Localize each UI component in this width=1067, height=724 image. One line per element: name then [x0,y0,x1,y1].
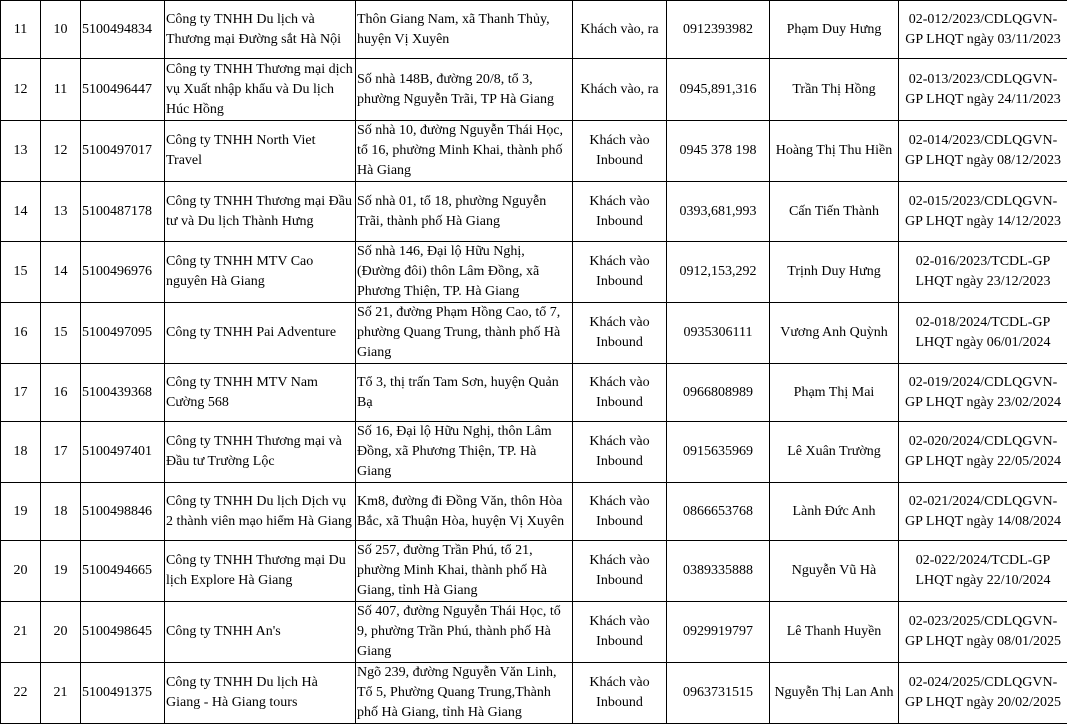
row-number-cell: 11 [41,59,81,121]
tax-code-cell: 5100494665 [81,541,165,602]
phone-cell: 0945 378 198 [667,121,770,182]
row-index-cell: 21 [1,602,41,663]
row-index-cell: 17 [1,364,41,422]
address-cell: Km8, đường đi Đồng Văn, thôn Hòa Bắc, xã Thuận Hòa, huyện Vị Xuyên [356,483,573,541]
phone-cell: 0912,153,292 [667,242,770,303]
tax-code-cell: 5100496447 [81,59,165,121]
representative-cell: Lê Thanh Huyền [770,602,899,663]
company-name-cell: Công ty TNHH Du lịch Hà Giang - Hà Giang tours [165,663,356,724]
row-number-cell: 14 [41,242,81,303]
phone-cell: 0966808989 [667,364,770,422]
service-type-cell: Khách vào Inbound [573,364,667,422]
service-type-cell: Khách vào Inbound [573,121,667,182]
representative-cell: Vương Anh Quỳnh [770,303,899,364]
tax-code-cell: 5100498645 [81,602,165,663]
phone-cell: 0935306111 [667,303,770,364]
address-cell: Số 257, đường Trần Phú, tổ 21, phường Minh Khai, thành phố Hà Giang, tỉnh Hà Giang [356,541,573,602]
table-row [1,364,1067,422]
company-name-cell: Công ty TNHH North Viet Travel [165,121,356,182]
phone-cell: 0393,681,993 [667,182,770,242]
service-type-cell: Khách vào Inbound [573,602,667,663]
company-name-cell: Công ty TNHH MTV Nam Cường 568 [165,364,356,422]
representative-cell: Trịnh Duy Hưng [770,242,899,303]
row-number-cell: 18 [41,483,81,541]
row-number-cell: 15 [41,303,81,364]
company-name-cell: Công ty TNHH Du lịch Dịch vụ 2 thành viên mạo hiểm Hà Giang [165,483,356,541]
tax-code-cell: 5100439368 [81,364,165,422]
license-cell: 02-020/2024/CDLQGVN-GP LHQT ngày 22/05/2024 [899,422,1067,483]
tax-code-cell: 5100497401 [81,422,165,483]
table-row [1,541,1067,602]
representative-cell: Trần Thị Hồng [770,59,899,121]
service-type-cell: Khách vào Inbound [573,663,667,724]
representative-cell: Lê Xuân Trường [770,422,899,483]
address-cell: Số nhà 146, Đại lộ Hữu Nghị, (Đường đôi) thôn Lâm Đồng, xã Phương Thiện, TP. Hà Giang [356,242,573,303]
license-cell: 02-018/2024/TCDL-GP LHQT ngày 06/01/2024 [899,303,1067,364]
table-row [1,1,1067,59]
service-type-cell: Khách vào Inbound [573,483,667,541]
address-cell: Số nhà 10, đường Nguyễn Thái Học, tổ 16, phường Minh Khai, thành phố Hà Giang [356,121,573,182]
row-index-cell: 19 [1,483,41,541]
license-cell: 02-013/2023/CDLQGVN-GP LHQT ngày 24/11/2023 [899,59,1067,121]
phone-cell: 0963731515 [667,663,770,724]
table-row [1,602,1067,663]
row-number-cell: 13 [41,182,81,242]
tax-code-cell: 5100498846 [81,483,165,541]
row-index-cell: 13 [1,121,41,182]
company-name-cell: Công ty TNHH Thương mại dịch vụ Xuất nhập khẩu và Du lịch Húc Hồng [165,59,356,121]
representative-cell: Hoàng Thị Thu Hiền [770,121,899,182]
row-number-cell: 19 [41,541,81,602]
row-index-cell: 14 [1,182,41,242]
phone-cell: 0912393982 [667,1,770,59]
service-type-cell: Khách vào, ra [573,1,667,59]
license-cell: 02-014/2023/CDLQGVN-GP LHQT ngày 08/12/2023 [899,121,1067,182]
representative-cell: Nguyễn Thị Lan Anh [770,663,899,724]
service-type-cell: Khách vào Inbound [573,422,667,483]
row-number-cell: 21 [41,663,81,724]
row-number-cell: 17 [41,422,81,483]
address-cell: Ngõ 239, đường Nguyễn Văn Linh, Tổ 5, Phường Quang Trung,Thành phố Hà Giang, tỉnh Hà Giang [356,663,573,724]
company-name-cell: Công ty TNHH An's [165,602,356,663]
service-type-cell: Khách vào Inbound [573,303,667,364]
table-row [1,59,1067,121]
representative-cell: Phạm Duy Hưng [770,1,899,59]
license-cell: 02-024/2025/CDLQGVN-GP LHQT ngày 20/02/2025 [899,663,1067,724]
tax-code-cell: 5100494834 [81,1,165,59]
representative-cell: Cấn Tiến Thành [770,182,899,242]
service-type-cell: Khách vào Inbound [573,541,667,602]
table-row [1,242,1067,303]
address-cell: Số 21, đường Phạm Hồng Cao, tổ 7, phường Quang Trung, thành phố Hà Giang [356,303,573,364]
table-row [1,422,1067,483]
license-cell: 02-016/2023/TCDL-GP LHQT ngày 23/12/2023 [899,242,1067,303]
address-cell: Số 407, đường Nguyễn Thái Học, tổ 9, phường Trần Phú, thành phố Hà Giang [356,602,573,663]
row-index-cell: 12 [1,59,41,121]
address-cell: Tổ 3, thị trấn Tam Sơn, huyện Quản Bạ [356,364,573,422]
row-index-cell: 15 [1,242,41,303]
row-number-cell: 12 [41,121,81,182]
table-row [1,121,1067,182]
company-name-cell: Công ty TNHH Thương mại Đầu tư và Du lịch Thành Hưng [165,182,356,242]
service-type-cell: Khách vào, ra [573,59,667,121]
address-cell: Số nhà 01, tổ 18, phường Nguyễn Trãi, thành phố Hà Giang [356,182,573,242]
license-cell: 02-019/2024/CDLQGVN-GP LHQT ngày 23/02/2024 [899,364,1067,422]
address-cell: Thôn Giang Nam, xã Thanh Thủy, huyện Vị Xuyên [356,1,573,59]
representative-cell: Phạm Thị Mai [770,364,899,422]
service-type-cell: Khách vào Inbound [573,242,667,303]
phone-cell: 0389335888 [667,541,770,602]
tax-code-cell: 5100496976 [81,242,165,303]
row-index-cell: 22 [1,663,41,724]
license-cell: 02-015/2023/CDLQGVN-GP LHQT ngày 14/12/2023 [899,182,1067,242]
row-number-cell: 20 [41,602,81,663]
phone-cell: 0929919797 [667,602,770,663]
representative-cell: Lành Đức Anh [770,483,899,541]
company-name-cell: Công ty TNHH Thương mại và Đầu tư Trường Lộc [165,422,356,483]
row-index-cell: 16 [1,303,41,364]
company-name-cell: Công ty TNHH MTV Cao nguyên Hà Giang [165,242,356,303]
tax-code-cell: 5100491375 [81,663,165,724]
service-type-cell: Khách vào Inbound [573,182,667,242]
license-cell: 02-012/2023/CDLQGVN-GP LHQT ngày 03/11/2023 [899,1,1067,59]
address-cell: Số nhà 148B, đường 20/8, tổ 3, phường Nguyễn Trãi, TP Hà Giang [356,59,573,121]
tax-code-cell: 5100487178 [81,182,165,242]
row-index-cell: 11 [1,1,41,59]
company-name-cell: Công ty TNHH Thương mại Du lịch Explore Hà Giang [165,541,356,602]
company-name-cell: Công ty TNHH Pai Adventure [165,303,356,364]
tax-code-cell: 5100497095 [81,303,165,364]
row-number-cell: 16 [41,364,81,422]
table-row [1,303,1067,364]
phone-cell: 0866653768 [667,483,770,541]
phone-cell: 0915635969 [667,422,770,483]
table-row [1,483,1067,541]
tax-code-cell: 5100497017 [81,121,165,182]
row-index-cell: 20 [1,541,41,602]
license-cell: 02-021/2024/CDLQGVN-GP LHQT ngày 14/08/2024 [899,483,1067,541]
license-cell: 02-023/2025/CDLQGVN-GP LHQT ngày 08/01/2025 [899,602,1067,663]
company-name-cell: Công ty TNHH Du lịch và Thương mại Đường sắt Hà Nội [165,1,356,59]
address-cell: Số 16, Đại lộ Hữu Nghị, thôn Lâm Đồng, xã Phương Thiện, TP. Hà Giang [356,422,573,483]
row-number-cell: 10 [41,1,81,59]
license-cell: 02-022/2024/TCDL-GP LHQT ngày 22/10/2024 [899,541,1067,602]
table-row [1,182,1067,242]
row-index-cell: 18 [1,422,41,483]
representative-cell: Nguyễn Vũ Hà [770,541,899,602]
table-row [1,663,1067,724]
table-body [1,1,1067,724]
phone-cell: 0945,891,316 [667,59,770,121]
